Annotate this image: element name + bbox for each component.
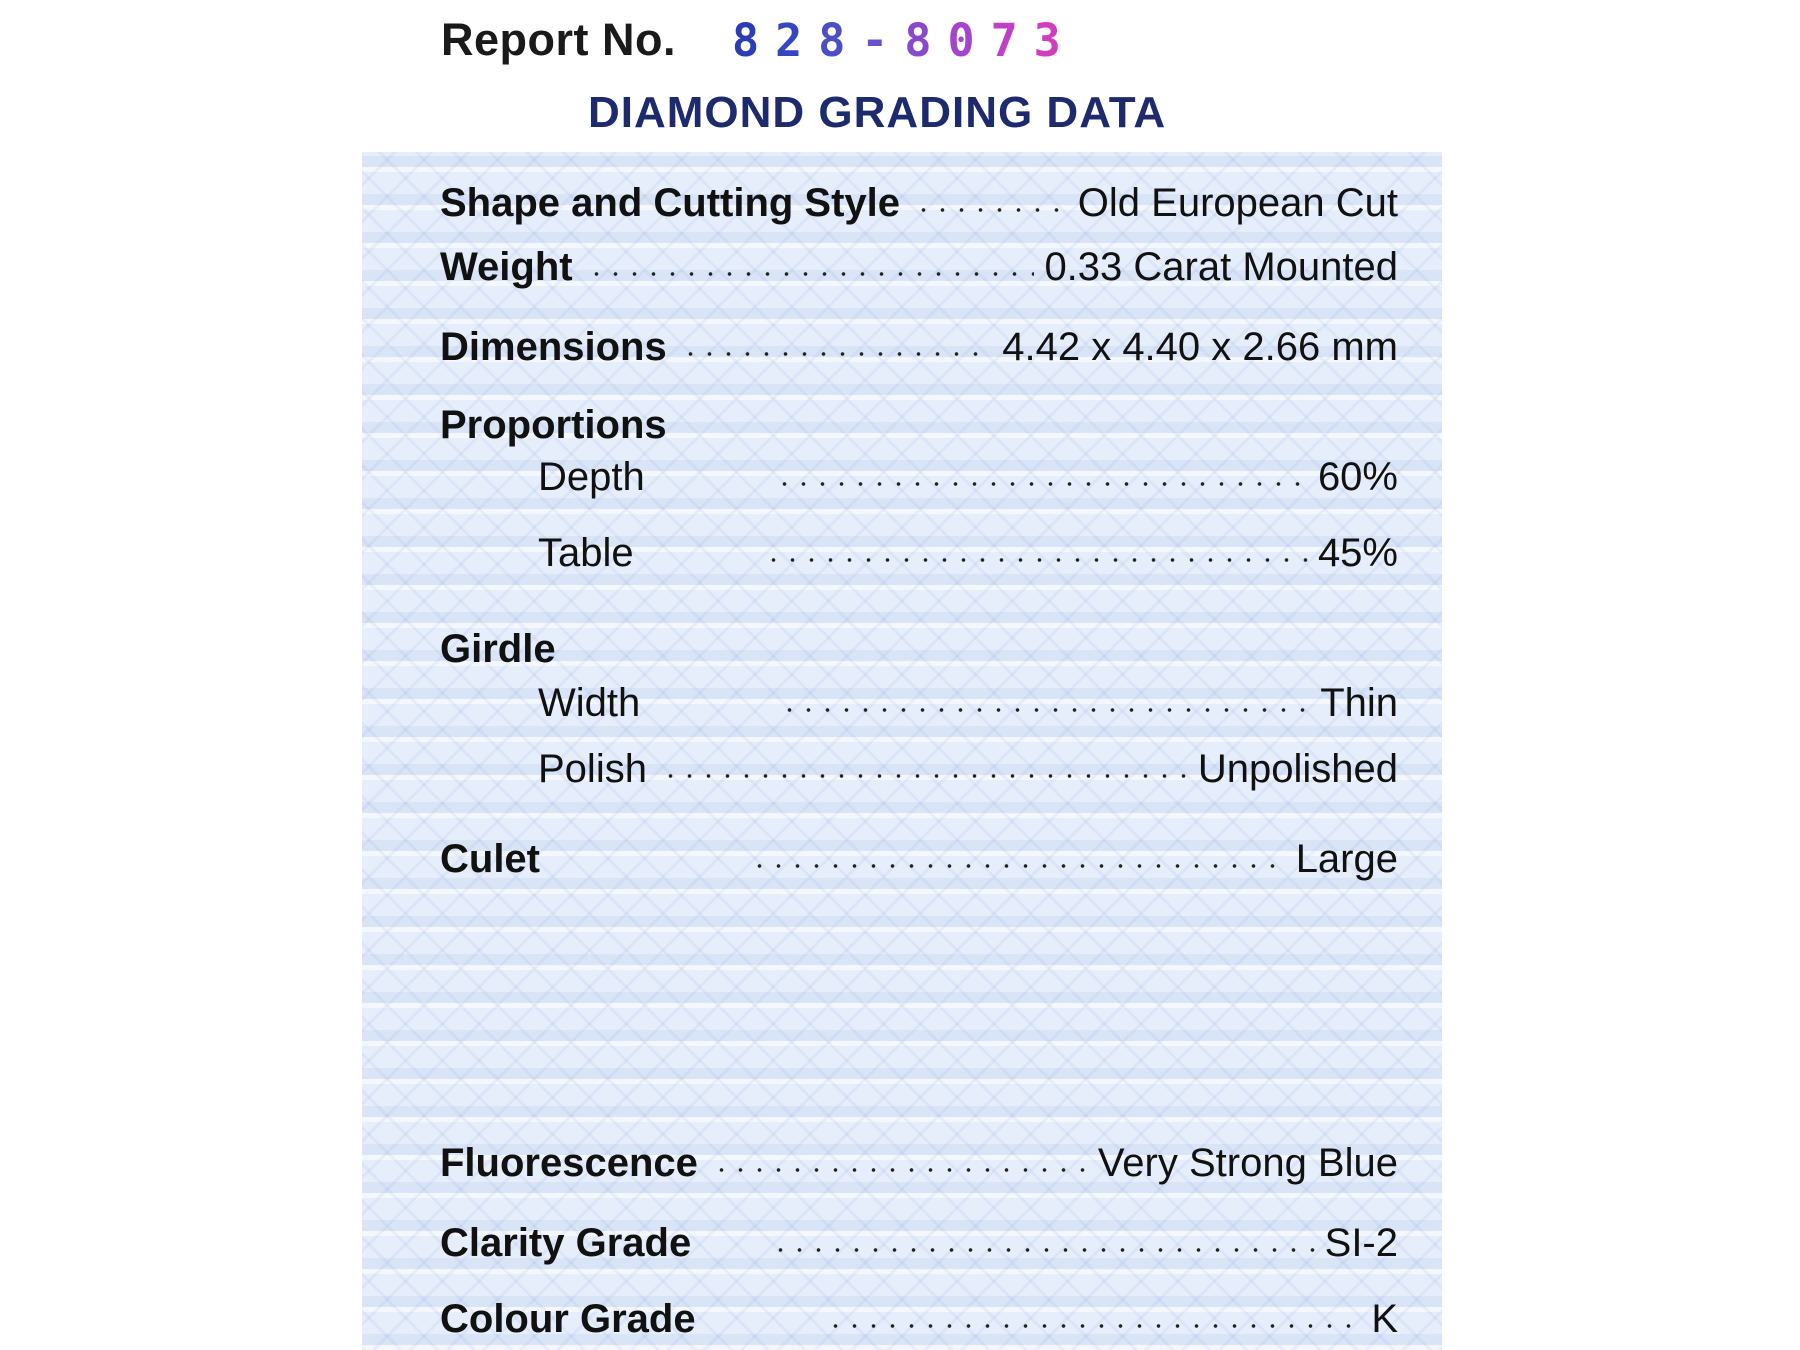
leader-dots	[750, 864, 1286, 868]
girdle-polish-value: Unpolished	[1197, 747, 1398, 791]
shape-value: Old European Cut	[1077, 181, 1398, 225]
report-number-label: Report No.	[441, 14, 676, 65]
culet-row	[440, 832, 1398, 886]
leader-dots	[780, 708, 1310, 712]
clarity-row	[440, 1216, 1398, 1270]
fluorescence-label: Fluorescence	[440, 1141, 698, 1185]
report-number-digit: 0	[947, 14, 991, 67]
girdle-width-label: Width	[538, 681, 641, 725]
report-number-digit: 8	[904, 14, 948, 67]
culet-label: Culet	[440, 837, 540, 881]
girdle-heading: Girdle	[440, 627, 556, 671]
girdle-width-value: Thin	[1320, 681, 1398, 725]
colour-value: K	[1371, 1297, 1398, 1341]
report-number-separator: -	[861, 14, 905, 67]
dimensions-label: Dimensions	[440, 325, 667, 369]
leader-dots	[587, 272, 1035, 276]
leader-dots	[712, 1168, 1088, 1172]
depth-value: 60%	[1317, 455, 1398, 499]
weight-label: Weight	[440, 245, 573, 289]
report-number-digit: 7	[990, 14, 1034, 67]
dimensions-value: 4.42 x 4.40 x 2.66 mm	[1002, 325, 1398, 369]
leader-dots	[661, 774, 1188, 778]
weight-row	[440, 240, 1398, 294]
girdle-polish-row	[538, 742, 1398, 796]
culet-value: Large	[1295, 837, 1398, 881]
clarity-label: Clarity Grade	[440, 1221, 692, 1265]
clarity-value: SI-2	[1324, 1221, 1398, 1265]
table-value: 45%	[1317, 531, 1398, 575]
report-number	[732, 14, 1077, 67]
report-number-digit: 8	[732, 14, 776, 67]
girdle-width-row	[538, 676, 1398, 730]
leader-dots	[681, 352, 993, 356]
report-number-digit: 8	[818, 14, 862, 67]
depth-row	[538, 450, 1398, 504]
proportions-heading: Proportions	[440, 403, 667, 447]
report-number-digit: 3	[1033, 14, 1077, 67]
dimensions-row	[440, 320, 1398, 374]
report-number-digit: 2	[775, 14, 819, 67]
colour-row	[440, 1292, 1398, 1346]
leader-dots	[826, 1324, 1362, 1328]
leader-dots	[775, 482, 1308, 486]
girdle-polish-label: Polish	[538, 747, 647, 791]
shape-label: Shape and Cutting Style	[440, 181, 901, 225]
table-label: Table	[538, 531, 634, 575]
table-row	[538, 526, 1398, 580]
leader-dots	[764, 558, 1308, 562]
leader-dots	[914, 208, 1068, 212]
depth-label: Depth	[538, 455, 645, 499]
weight-value: 0.33 Carat Mounted	[1044, 245, 1398, 289]
colour-label: Colour Grade	[440, 1297, 696, 1341]
fluorescence-value: Very Strong Blue	[1097, 1141, 1398, 1185]
shape-row	[440, 176, 1398, 230]
leader-dots	[771, 1248, 1314, 1252]
document-title: DIAMOND GRADING DATA	[588, 88, 1167, 137]
fluorescence-row	[440, 1136, 1398, 1190]
